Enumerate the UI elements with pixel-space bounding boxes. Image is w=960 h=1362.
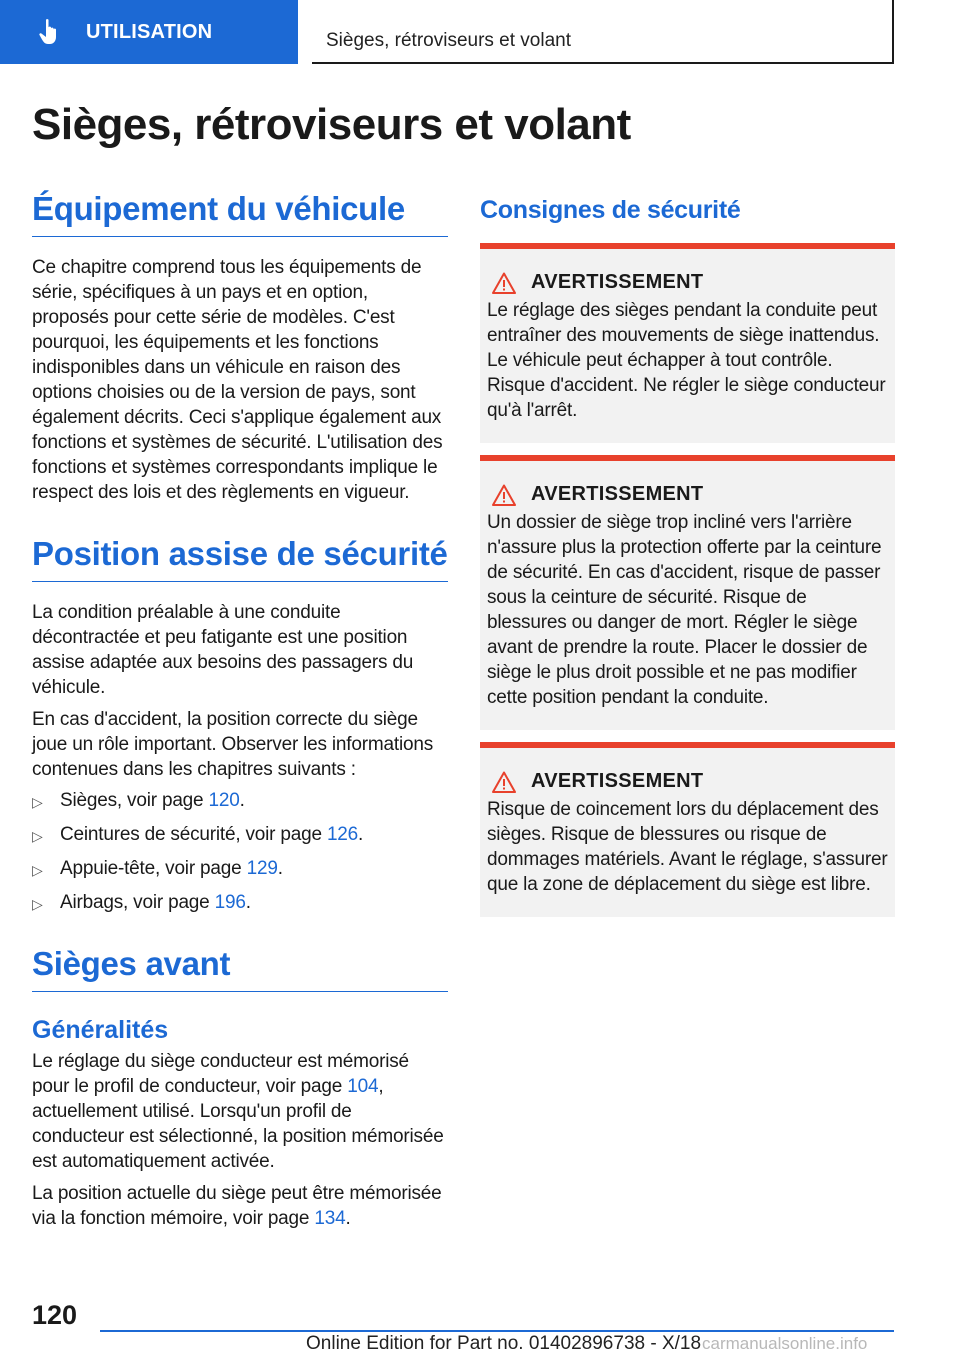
list-item: ▷ Airbags, voir page 196. xyxy=(32,890,448,917)
heading-sieges-avant: Sièges avant xyxy=(32,945,448,992)
section-label: UTILISATION xyxy=(86,20,213,43)
warning-box xyxy=(480,742,895,917)
page-link[interactable]: 134 xyxy=(314,1208,346,1229)
list-item: ▷ Ceintures de sécurité, voir page 126. xyxy=(32,822,448,849)
page-link[interactable]: 126 xyxy=(326,824,359,845)
heading-position-assise: Position assise de sécurité xyxy=(32,535,448,582)
page-link[interactable]: 129 xyxy=(246,858,278,879)
triangle-bullet-icon: ▷ xyxy=(32,794,43,810)
heading-equipement: Équipement du véhicule xyxy=(32,190,448,237)
warning-triangle-icon xyxy=(492,272,516,294)
warning-title: AVERTISSEMENT xyxy=(531,483,704,505)
page-number: 120 xyxy=(32,1300,78,1330)
left-column xyxy=(32,190,448,1231)
section-tab[interactable] xyxy=(0,0,298,64)
breadcrumb xyxy=(312,0,894,64)
triangle-bullet-icon: ▷ xyxy=(32,896,43,912)
warning-title: AVERTISSEMENT xyxy=(531,271,704,293)
list-item: ▷ Appuie-tête, voir page 129. xyxy=(32,856,448,883)
subheading-generalites: Généralités xyxy=(32,1016,169,1044)
reference-list xyxy=(32,788,448,917)
warning-box xyxy=(480,243,895,443)
page-title: Sièges, rétroviseurs et volant xyxy=(32,100,631,149)
edition-label: Online Edition for Part no. 01402896738 - X/18 xyxy=(306,1333,702,1354)
footer-rule xyxy=(100,1330,894,1332)
paragraph-accident: En cas d'accident, la position correcte du siège joue un rôle important. Observer les informations contenues dans les chapitres suivants : xyxy=(32,709,434,780)
page-link[interactable]: 196 xyxy=(214,892,246,913)
list-item: ▷ Sièges, voir page 120. xyxy=(32,788,448,815)
warning-triangle-icon xyxy=(492,771,516,793)
warning-text: Risque de coincement lors du déplacement des sièges. Risque de blessures ou risque de dommages matériels. Avant le réglage, s'assurer que la zone de déplacement du siège est libre. xyxy=(487,799,888,895)
triangle-bullet-icon: ▷ xyxy=(32,862,43,878)
page-link[interactable]: 104 xyxy=(347,1076,379,1097)
warning-text: Un dossier de siège trop incliné vers l'arrière n'assure plus la protection offerte par la ceinture de sécurité. En cas d'accident, risque de passer sous la ceinture de sécurité. Risque de blessures ou danger de mort. Régler le siège avant de prendre la route. Placer le dossier de siège le plus droit possible et ne pas modifier cette position pendant la conduite. xyxy=(487,512,882,708)
paragraph-equipement: Ce chapitre comprend tous les équipements de série, spécifiques à un pays et en option, proposés pour cette série de modèles. C'est pourquoi, les équipements et les fonctions indisponibles dans un véhicule en raison des options choisies ou de la version de pays, sont également décrits. Ceci s'applique également aux fonctions et systèmes de sécurité. L'utilisation des fonctions et systèmes correspondants implique le respect des lois et des règlements en vigueur. xyxy=(32,257,443,503)
paragraph-reglage: Le réglage du siège conducteur est mémorisé pour le profil de conducteur, voir page 104, actuellement utilisé. Lorsqu'un profil de conducteur est sélectionné, la position mémorisée est automatiquement activée. xyxy=(32,1051,444,1172)
warning-text: Le réglage des sièges pendant la conduite peut entraîner des mouvements de siège inattendus. Le véhicule peut échapper à tout contrôle. Risque d'accident. Ne régler le siège conducteur qu'à l'arrêt. xyxy=(487,300,886,421)
page-link[interactable]: 120 xyxy=(208,790,240,811)
right-column xyxy=(480,190,895,917)
watermark: carmanualsonline.info xyxy=(702,1334,868,1353)
header-gap xyxy=(299,0,312,64)
paragraph-memoire: La position actuelle du siège peut être mémorisée via la fonction mémoire, voir page 134. xyxy=(32,1183,442,1229)
warning-triangle-icon xyxy=(492,484,516,506)
heading-consignes: Consignes de sécurité xyxy=(480,196,741,224)
triangle-bullet-icon: ▷ xyxy=(32,828,43,844)
paragraph-condition: La condition préalable à une conduite décontractée et peu fatigante est une position assise adaptée aux besoins des passagers du véhicule. xyxy=(32,602,414,698)
hand-pointer-icon xyxy=(38,18,62,46)
breadcrumb-label: Sièges, rétroviseurs et volant xyxy=(326,30,572,51)
warning-box xyxy=(480,455,895,730)
warning-title: AVERTISSEMENT xyxy=(531,770,704,792)
